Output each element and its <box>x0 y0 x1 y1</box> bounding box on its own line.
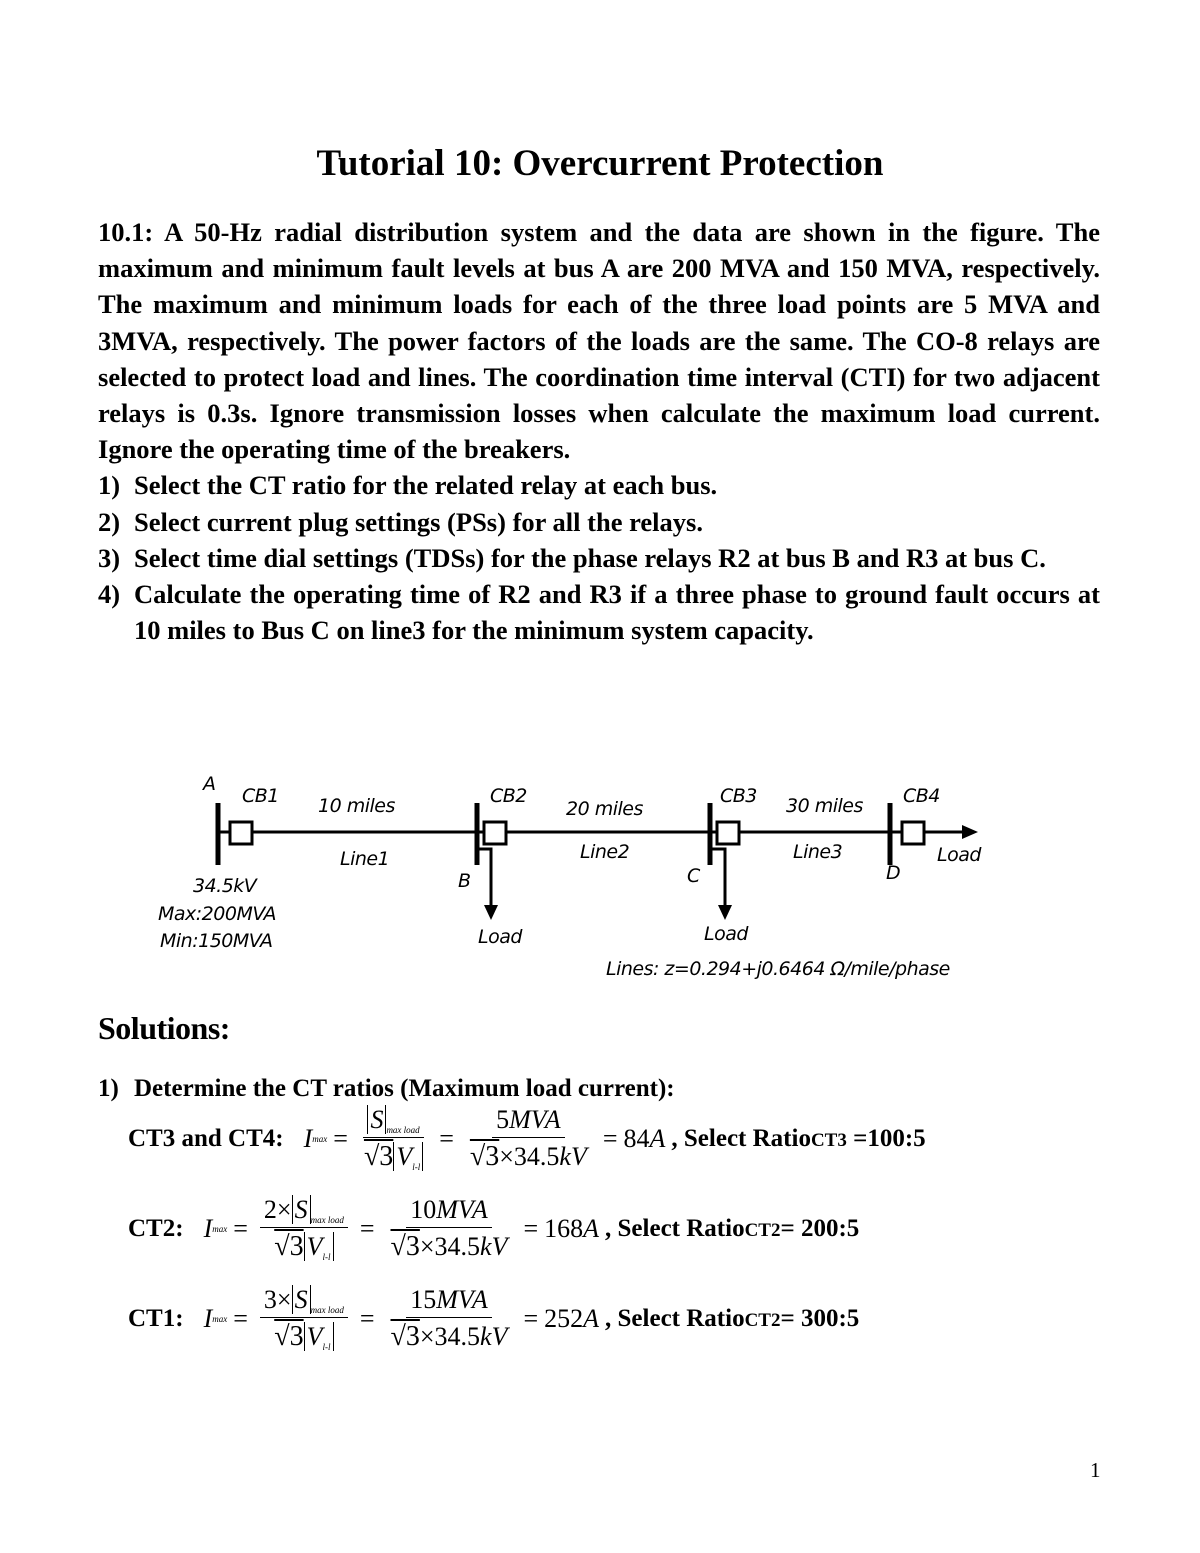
line1-label: Line1 <box>340 848 390 870</box>
page-number: 1 <box>1090 1458 1101 1482</box>
voltage-subscript: l-l <box>412 1162 421 1172</box>
line1-length: 10 miles <box>318 795 395 817</box>
sqrt-three: √3 <box>274 1231 304 1262</box>
current-subscript: max <box>212 1224 228 1234</box>
fraction-denominator <box>270 1318 337 1353</box>
equals-sign: = <box>233 1304 248 1333</box>
cb1-box <box>230 822 252 844</box>
ratio-name: CT2 <box>744 1220 781 1241</box>
fraction-numerator <box>406 1285 492 1318</box>
ratio-value: = 300:5 <box>780 1305 860 1332</box>
select-text: , Select Ratio <box>605 1305 745 1332</box>
equals-sign: = <box>523 1214 539 1243</box>
fraction-numerator <box>260 1195 348 1228</box>
mva-value: 5 <box>496 1105 510 1134</box>
fraction-denominator <box>466 1138 591 1173</box>
bus-c-label: C <box>687 865 700 887</box>
task-number: 4) <box>98 579 121 610</box>
equals-sign: = <box>233 1214 248 1243</box>
load-b-label: Load <box>478 926 522 948</box>
select-text: , Select Ratio <box>671 1125 811 1152</box>
step1-number: 1) <box>98 1075 119 1102</box>
task-text: Select the CT ratio for the related relay at each bus. <box>134 470 718 501</box>
sqrt-three: √3 <box>390 1231 420 1262</box>
current-subscript: max <box>312 1134 328 1144</box>
line-impedance: Lines: z=0.294+j0.6464 Ω/mile/phase <box>606 958 950 980</box>
kv-value: 34.5 <box>434 1322 481 1351</box>
power-symbol: S <box>370 1105 384 1134</box>
step1-title: Determine the CT ratios (Maximum load current): <box>134 1075 675 1102</box>
list-item <box>98 467 1100 503</box>
load-c-arrow <box>718 905 732 920</box>
cb4-box <box>902 822 924 844</box>
bus-d-label: D <box>886 862 901 884</box>
equation-body <box>204 1285 599 1353</box>
sqrt-three: √3 <box>363 1141 394 1172</box>
equals-sign: = <box>439 1124 454 1153</box>
equation-ct2 <box>128 1195 859 1263</box>
ampere-unit: A <box>649 1124 666 1153</box>
current-result: 252 <box>544 1304 584 1333</box>
solutions-heading: Solutions: <box>98 1010 230 1046</box>
kv-unit: kV <box>480 1232 508 1261</box>
max-fault-level: Max:200MVA <box>158 903 277 925</box>
kv-unit: kV <box>559 1142 587 1171</box>
equation-label: CT3 and CT4: <box>128 1125 284 1152</box>
list-item <box>98 540 1100 576</box>
multiplier: 2× <box>263 1195 292 1224</box>
mva-unit: MVA <box>509 1105 561 1134</box>
line3-length: 30 miles <box>786 795 863 817</box>
equation-label: CT1: <box>128 1305 184 1332</box>
ratio-selection <box>605 1305 859 1333</box>
select-text: , Select Ratio <box>605 1215 745 1242</box>
task-number: 3) <box>98 542 121 573</box>
numeric-fraction <box>387 1195 512 1263</box>
task-text: Calculate the operating time of R2 and R3 if a three phase to ground fault occurs at 10 miles to Bus C on line3 for the minimum system capacity. <box>134 579 1100 646</box>
mva-value: 15 <box>410 1285 437 1314</box>
task-number: 2) <box>98 506 121 537</box>
load-d-label: Load <box>937 844 981 866</box>
fraction-denominator <box>270 1228 337 1263</box>
cb4-label: CB4 <box>903 785 940 807</box>
bus-a-label: A <box>203 773 216 795</box>
ratio-selection <box>671 1125 925 1153</box>
task-number: 1) <box>98 470 121 501</box>
power-subscript: max load <box>310 1215 344 1225</box>
formula-fraction <box>260 1285 348 1353</box>
multiplier: 3× <box>263 1285 292 1314</box>
ratio-name: CT2 <box>744 1310 781 1331</box>
current-result: 168 <box>544 1214 584 1243</box>
line2-label: Line2 <box>580 841 630 863</box>
ratio-value: = 200:5 <box>780 1215 860 1242</box>
current-subscript: max <box>212 1314 228 1324</box>
page-title: Tutorial 10: Overcurrent Protection <box>316 143 884 184</box>
ratio-name: CT3 <box>810 1130 847 1151</box>
fraction-numerator <box>406 1195 492 1228</box>
list-item <box>98 576 1100 648</box>
formula-fraction <box>260 1195 348 1263</box>
equation-body <box>304 1105 666 1173</box>
equation-ct3-ct4 <box>128 1105 926 1173</box>
cb1-label: CB1 <box>242 785 279 807</box>
current-symbol: I <box>203 1214 213 1243</box>
cb3-label: CB3 <box>720 785 757 807</box>
fraction-denominator <box>387 1318 512 1353</box>
task-text: Select current plug settings (PSs) for all the relays. <box>134 506 703 537</box>
min-fault-level: Min:150MVA <box>160 930 273 952</box>
line3-label: Line3 <box>793 841 843 863</box>
power-symbol: S <box>294 1195 308 1224</box>
kv-value: 34.5 <box>513 1142 560 1171</box>
power-symbol: S <box>294 1285 308 1314</box>
line2-length: 20 miles <box>566 798 643 820</box>
equation-body <box>204 1195 599 1263</box>
problem-intro: 10.1: A 50-Hz radial distribution system and the data are shown in the figure. The maximum and minimum fault levels at bus A are 200 MVA and 150 MVA, respectively. The maximum and minimum loads for each of the three load points are 5 MVA and 3MVA, respectively. The power factors of the loads are the same. The CO-8 relays are selected to protect load and lines. The coordination time interval (CTI) for two adjacent relays is 0.3s. Ignore transmission losses when calculate the maximum load current. Ignore the operating time of the breakers. <box>98 217 1100 465</box>
mva-value: 10 <box>410 1195 437 1224</box>
task-text: Select time dial settings (TDSs) for the phase relays R2 at bus B and R3 at bus C. <box>134 542 1046 573</box>
cb3-box <box>717 822 739 844</box>
current-symbol: I <box>303 1124 313 1153</box>
sqrt-three: √3 <box>469 1141 500 1172</box>
formula-fraction <box>360 1105 427 1173</box>
ampere-unit: A <box>583 1214 600 1243</box>
power-subscript: max load <box>386 1125 420 1135</box>
load-c-label: Load <box>704 923 748 945</box>
equation-label: CT2: <box>128 1215 184 1242</box>
numeric-fraction <box>387 1285 512 1353</box>
bus-b-label: B <box>458 870 471 892</box>
equals-sign: = <box>359 1214 375 1243</box>
times-sign: × <box>499 1142 514 1171</box>
kv-unit: kV <box>480 1322 508 1351</box>
numeric-fraction <box>466 1105 591 1173</box>
equals-sign: = <box>523 1304 539 1333</box>
voltage-subscript: l-l <box>322 1342 331 1352</box>
list-item <box>98 504 1100 540</box>
load-d-arrow <box>962 825 978 839</box>
cb2-box <box>484 822 506 844</box>
mva-unit: MVA <box>436 1285 488 1314</box>
voltage-symbol: V <box>306 1232 323 1261</box>
current-result: 84 <box>623 1124 650 1153</box>
current-symbol: I <box>203 1304 213 1333</box>
ratio-selection <box>605 1215 859 1243</box>
step1-heading <box>98 1075 675 1103</box>
cb2-label: CB2 <box>490 785 527 807</box>
problem-statement <box>98 214 1100 648</box>
power-subscript: max load <box>310 1305 344 1315</box>
fraction-denominator <box>387 1228 512 1263</box>
single-line-diagram <box>150 765 1010 990</box>
sqrt-three: √3 <box>390 1321 420 1352</box>
ampere-unit: A <box>583 1304 600 1333</box>
fraction-numerator <box>363 1105 423 1138</box>
times-sign: × <box>419 1232 435 1261</box>
task-list <box>98 467 1100 648</box>
equation-ct1 <box>128 1285 859 1353</box>
voltage-symbol: V <box>396 1142 413 1171</box>
ratio-value: =100:5 <box>853 1125 926 1152</box>
kv-value: 34.5 <box>434 1232 481 1261</box>
mva-unit: MVA <box>436 1195 488 1224</box>
fraction-numerator <box>492 1105 565 1138</box>
load-b-arrow <box>484 905 498 920</box>
voltage-subscript: l-l <box>322 1252 331 1262</box>
fraction-numerator <box>260 1285 348 1318</box>
voltage-label: 34.5kV <box>193 875 257 897</box>
fraction-denominator <box>360 1138 427 1173</box>
equals-sign: = <box>602 1124 618 1153</box>
equals-sign: = <box>333 1124 348 1153</box>
equals-sign: = <box>359 1304 375 1333</box>
sqrt-three: √3 <box>274 1321 304 1352</box>
times-sign: × <box>419 1322 435 1351</box>
voltage-symbol: V <box>306 1322 323 1351</box>
